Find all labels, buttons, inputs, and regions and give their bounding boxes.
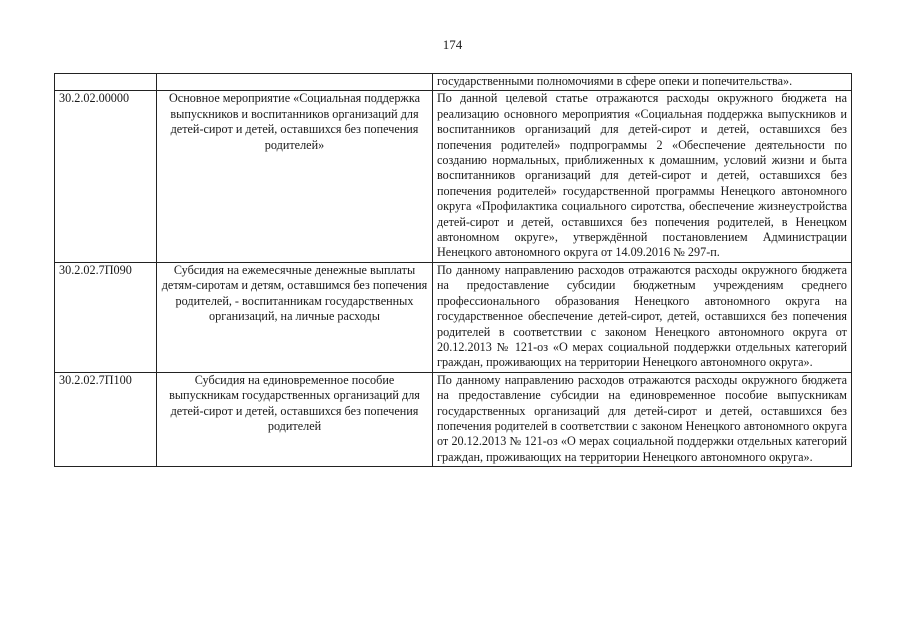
target-article-description: По данному направлению расходов отражаются расходы окружного бюджета на предоставление субсидии на единовременное пособие выпускникам государственных организаций для детей-сирот и детей, оставшихся без попечения родителей в соответствии с законом Ненецкого автономного округа от 20.12.2013 № 121-оз «О мерах социальной поддержки отдельных категорий граждан, проживающих на территории Ненецкого автономного округа». — [433, 372, 852, 466]
table-row — [55, 91, 852, 262]
target-article-name: Субсидия на единовременное пособие выпускникам государственных организаций для детей-сирот и детей, оставшихся без попечения родителей — [157, 372, 433, 466]
budget-classification-table — [54, 73, 852, 467]
target-article-description: По данному направлению расходов отражаются расходы окружного бюджета на предоставление субсидии бюджетным учреждениям среднего профессионального образования Ненецкого автономного округа на государственное обеспечение детей-сирот, детей, оставшихся без попечения родителей в соответствии с законом Ненецкого автономного округа от 20.12.2013 № 121-оз «О мерах социальной поддержки отдельных категорий граждан, проживающих на территории Ненецкого автономного округа». — [433, 262, 852, 372]
target-article-description: государственными полномочиями в сфере опеки и попечительства». — [433, 74, 852, 91]
table-row — [55, 74, 852, 91]
table-row — [55, 262, 852, 372]
target-article-name — [157, 74, 433, 91]
target-article-name: Субсидия на ежемесячные денежные выплаты детям-сиротам и детям, оставшимся без попечения родителей, - воспитанникам государственных организаций, на личные расходы — [157, 262, 433, 372]
target-article-code — [55, 74, 157, 91]
target-article-name: Основное мероприятие «Социальная поддержка выпускников и воспитанников организаций для детей-сирот и детей, оставшихся без попечения родителей» — [157, 91, 433, 262]
target-article-code: 30.2.02.7П090 — [55, 262, 157, 372]
target-article-code: 30.2.02.7П100 — [55, 372, 157, 466]
table-row — [55, 372, 852, 466]
target-article-description: По данной целевой статье отражаются расходы окружного бюджета на реализацию основного мероприятия «Социальная поддержка выпускников и воспитанников организаций для детей-сирот и детей, оставшихся без попечения родителей» подпрограммы 2 «Обеспечение деятельности по созданию нормальных, приближенных к домашним, условий жизни и быта воспитанников организаций для детей-сирот и детей, оставшихся без попечения родителей» государственной программы Ненецкого автономного округа «Профилактика социального сиротства, обеспечение жизнеустройства детей-сирот и детей, оставшихся без попечения родителей, в Ненецком автономном округе», утверждённой постановлением Администрации Ненецкого автономного округа от 14.09.2016 № 297-п. — [433, 91, 852, 262]
page-number: 174 — [442, 37, 463, 52]
target-article-code: 30.2.02.00000 — [55, 91, 157, 262]
